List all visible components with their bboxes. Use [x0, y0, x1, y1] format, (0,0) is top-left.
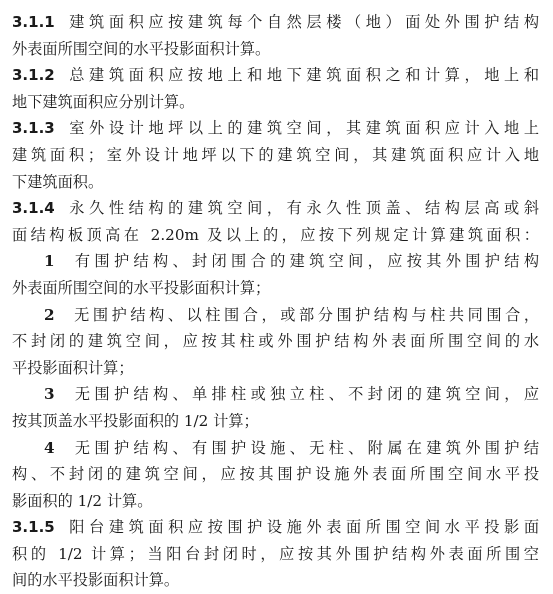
clause-text: 积的 1/2 计算；当阳台封闭时，应按其外围护结构外表面所围空: [12, 544, 539, 563]
item-2-line-3: [12, 355, 539, 382]
item-4-line-2: [12, 461, 539, 488]
clause-3-1-3-line-1: [12, 115, 539, 142]
clause-text: 地下建筑面积应分别计算。: [12, 92, 195, 111]
item-number: 2: [44, 305, 55, 324]
item-1-line-2: [12, 275, 539, 302]
clause-text: 永久性结构的建筑空间，有永久性顶盖、结构层高或斜: [64, 199, 539, 218]
clause-text: 外表面所围空间的水平投影面积计算。: [12, 39, 271, 58]
item-number: 1: [44, 252, 55, 271]
clause-3-1-2-line-1: [12, 62, 539, 89]
clause-text: 下建筑面积。: [12, 172, 104, 191]
item-text: 影面积的 1/2 计算。: [12, 491, 153, 510]
clause-text: 建筑面积；室外设计地坪以下的建筑空间，其建筑面积应计入地: [12, 145, 539, 164]
clause-text: 建筑面积应按建筑每个自然层楼（地）面处外围护结构: [64, 13, 539, 31]
item-3-line-2: [12, 408, 539, 435]
item-4-line-3: [12, 488, 539, 515]
clause-3-1-1-line-1: [12, 9, 539, 36]
clause-3-1-3-line-3: [12, 169, 539, 196]
item-text: 无围护结构、以柱围合，或部分围护结构与柱共同围合，: [70, 305, 539, 324]
clause-3-1-4-line-1: [12, 195, 539, 222]
item-2-line-2: [12, 328, 539, 355]
item-3-line-1: [12, 381, 539, 408]
clause-number: 3.1.3: [12, 119, 55, 138]
item-number: 3: [44, 385, 55, 404]
item-text: 无围护结构、有围护设施、无柱、附属在建筑外围护结: [70, 438, 539, 457]
item-4-line-1: [12, 435, 539, 462]
item-text: 有围护结构、封闭围合的建筑空间，应按其外围护结构: [70, 252, 539, 271]
clause-number: 3.1.4: [12, 199, 55, 218]
item-text: 按其顶盖水平投影面积的 1/2 计算；: [12, 411, 259, 430]
clause-3-1-5-line-2: [12, 541, 539, 568]
clause-3-1-2-line-2: [12, 89, 539, 116]
item-2-line-1: [12, 302, 539, 329]
item-text: 外表面所围空间的水平投影面积计算；: [12, 278, 271, 297]
clause-3-1-4-line-2: [12, 222, 539, 249]
clause-number: 3.1.2: [12, 66, 55, 85]
item-number: 4: [44, 438, 55, 457]
clause-number: 3.1.1: [12, 13, 55, 31]
item-1-line-1: [12, 248, 539, 275]
clause-text: 间的水平投影面积计算。: [12, 571, 180, 590]
item-text: 不封闭的建筑空间，应按其柱或外围护结构外表面所围空间的水: [12, 332, 539, 351]
clause-3-1-5-line-1: [12, 514, 539, 541]
item-text: 平投影面积计算；: [12, 358, 134, 377]
clause-text: 总建筑面积应按地上和地下建筑面积之和计算，地上和: [64, 66, 539, 85]
item-text: 无围护结构、单排柱或独立柱、不封闭的建筑空间，应: [70, 385, 539, 404]
clause-number: 3.1.5: [12, 518, 55, 537]
clause-3-1-1-line-2: [12, 36, 539, 63]
item-text: 构、不封闭的建筑空间，应按其围护设施外表面所围空间水平投: [12, 465, 539, 484]
clause-text: 面结构板顶高在 2.20m 及以上的，应按下列规定计算建筑面积：: [12, 225, 539, 244]
clause-text: 阳台建筑面积应按围护设施外表面所围空间水平投影面: [64, 518, 539, 537]
clause-3-1-5-line-3: [12, 567, 539, 594]
clause-text: 室外设计地坪以上的建筑空间，其建筑面积应计入地上: [64, 119, 539, 138]
clause-3-1-3-line-2: [12, 142, 539, 169]
